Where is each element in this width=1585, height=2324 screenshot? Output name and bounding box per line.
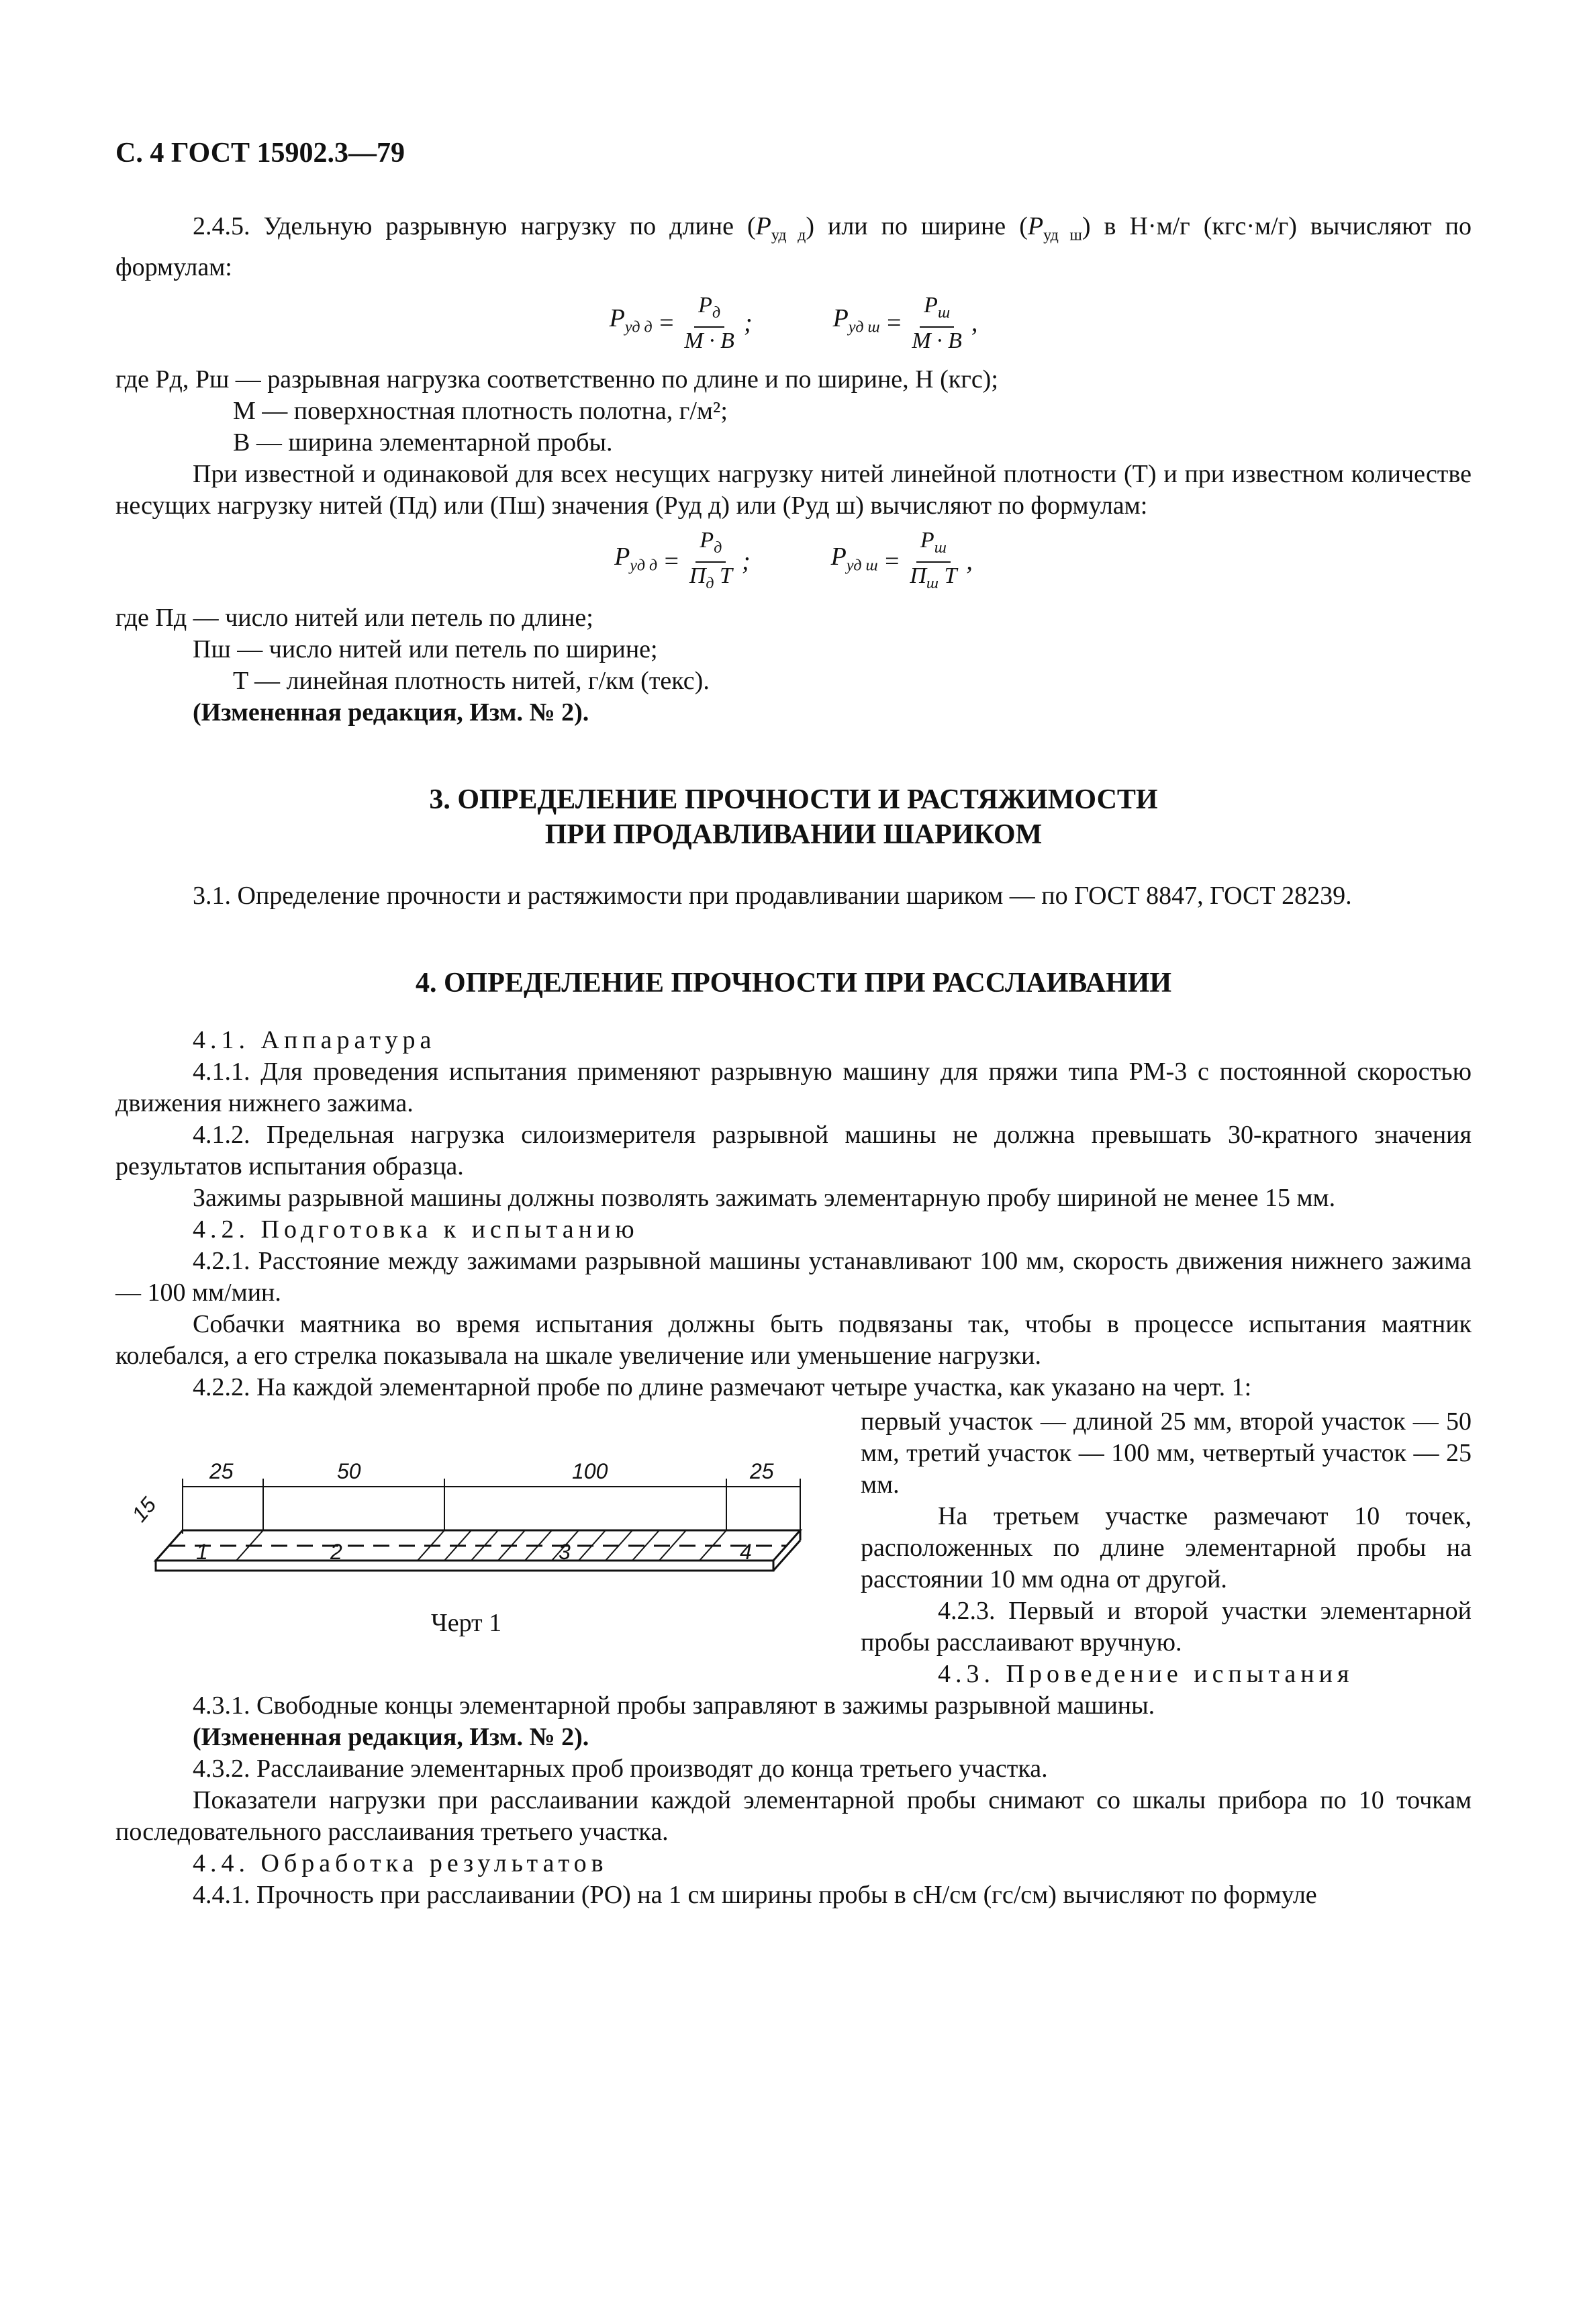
paragraph-2-4-5	[115, 211, 1472, 283]
fraction	[680, 292, 738, 355]
formula-specific-load-threads	[115, 522, 1472, 602]
formula-lhs: P	[614, 543, 630, 571]
denominator-factor: T	[720, 563, 732, 588]
paragraph-4-3-2: 4.3.2. Расслаивание элементарных проб производят до конца третьего участка.	[193, 1754, 1048, 1783]
paragraph-known-density: При известной и одинаковой для всех несущих нагрузку нитей линейной плотности (T) и при известном количестве несущих нагрузку нитей (Пд) или (Пш) значения (Pуд д) или (Pуд ш) вычисляют по формулам:	[115, 459, 1472, 520]
formula-lhs: P	[830, 543, 847, 571]
formula-specific-load	[115, 283, 1472, 364]
page-header: С. 4 ГОСТ 15902.3—79	[115, 138, 405, 169]
zone-divider	[700, 1530, 726, 1561]
amendment-note: (Измененная редакция, Изм. № 2).	[193, 1722, 589, 1751]
denominator-factor: T	[944, 563, 957, 588]
text-segment: ) или по ширине (	[806, 212, 1028, 240]
fraction	[908, 292, 966, 355]
numerator: P	[700, 527, 714, 553]
subscript: ш	[926, 574, 939, 592]
numerator: P	[698, 293, 712, 318]
formula-width: $P_{уд ш}$ = $\frac{P_ш}{П_ш T}$ ,	[831, 527, 973, 597]
formula-lhs: P	[832, 304, 849, 333]
paragraph-4-2-1b: Собачки маятника во время испытания должны быть подвязаны так, чтобы в процессе испытания маятник колебался, а его стрелка показывала на шкале увеличение или уменьшение нагрузки.	[115, 1309, 1472, 1370]
where-line: M — поверхностная плотность полотна, г/м²;	[233, 396, 728, 425]
fraction	[685, 527, 736, 597]
paragraph-4-3-2b: Показатели нагрузки при расслаивании каждой элементарной пробы снимают со шкалы прибора по 10 точкам последовательного расслаивания третьего участка.	[115, 1785, 1472, 1846]
formula-length: $P_{уд д}$ = $\frac{P_д}{П_д T}$ ;	[614, 527, 751, 597]
subsection-4-2: 4.2. Подготовка к испытанию	[193, 1215, 639, 1244]
separator: ;	[743, 309, 753, 338]
zone-label: 4	[740, 1539, 752, 1564]
subscript: уд ш	[846, 557, 878, 575]
separator: ,	[971, 309, 978, 338]
subscript: уд д	[630, 557, 658, 575]
subscript: д	[714, 539, 722, 557]
formula-lhs: P	[609, 304, 625, 333]
section-3-title: 3. ОПРЕДЕЛЕНИЕ ПРОЧНОСТИ И РАСТЯЖИМОСТИ	[429, 784, 1158, 815]
subscript: д	[712, 304, 721, 322]
numerator: P	[924, 293, 938, 318]
paragraph-4-3-1: 4.3.1. Свободные концы элементарной пробы заправляют в зажимы разрывной машины.	[193, 1691, 1155, 1720]
amendment-note: (Измененная редакция, Изм. № 2).	[193, 698, 589, 727]
paragraph-4-1-2b: Зажимы разрывной машины должны позволять зажимать элементарную пробу шириной не менее 15 мм.	[193, 1183, 1336, 1212]
paragraph-4-2-2b: первый участок — длиной 25 мм, второй участок — 50 мм, третий участок — 100 мм, четвертый участок — 25 мм.	[861, 1407, 1472, 1499]
specimen-diagram	[115, 1406, 861, 1608]
dim-label: 100	[572, 1458, 608, 1483]
section-3-title-line2: ПРИ ПРОДАВЛИВАНИИ ШАРИКОМ	[544, 819, 1043, 850]
subscript: ш	[934, 539, 947, 557]
paragraph-3-1: 3.1. Определение прочности и растяжимости при продавливании шариком — по ГОСТ 8847, ГОСТ 28239.	[193, 881, 1352, 910]
paragraph-4-2-1: 4.2.1. Расстояние между зажимами разрывной машины устанавливают 100 мм, скорость движения нижнего зажима — 100 мм/мин.	[115, 1246, 1472, 1307]
symbol: P	[755, 212, 771, 240]
section-4-title: 4. ОПРЕДЕЛЕНИЕ ПРОЧНОСТИ ПРИ РАССЛАИВАНИИ	[415, 967, 1172, 998]
paragraph-4-1-2: 4.1.2. Предельная нагрузка силоизмерителя разрывной машины не должна превышать 30-кратного значения результатов испытания образца.	[115, 1120, 1472, 1180]
subsection-4-4: 4.4. Обработка результатов	[193, 1849, 608, 1877]
where-line: где Пд — число нитей или петель по длине;	[115, 603, 593, 632]
subscript: уд ш	[1043, 226, 1082, 244]
text-segment: ) в Н·м/г (кгс·м/г) вычисляют по формулам:	[115, 212, 1472, 281]
subscript: д	[706, 574, 714, 592]
figure-caption: Черт 1	[431, 1608, 502, 1637]
symbol: P	[1027, 212, 1044, 240]
formula-width: $P_{уд ш}$ = $\frac{P_ш}{M \cdot B}$ ,	[832, 293, 978, 353]
text-segment: 2.4.5. Удельную разрывную нагрузку по длине (	[193, 212, 756, 240]
subscript: ш	[937, 304, 951, 322]
subsection-4-1: 4.1. Аппаратура	[193, 1025, 436, 1054]
where-line: Пш — число нитей или петель по ширине;	[193, 635, 658, 663]
formula-length: $P_{уд д}$ = $\frac{P_д}{M \cdot B}$ ;	[609, 293, 753, 353]
figure-1	[115, 1406, 861, 1648]
paragraph-4-2-2c: На третьем участке размечают 10 точек, расположенных по длине элементарной пробы на расстоянии 10 мм одна от другой.	[861, 1501, 1472, 1593]
subscript: уд д	[771, 226, 806, 244]
fraction	[906, 527, 961, 597]
zone-label: 1	[196, 1539, 208, 1564]
dim-label: 50	[337, 1458, 361, 1483]
denominator: П	[910, 563, 926, 588]
numerator: P	[920, 527, 934, 553]
where-line: B — ширина элементарной пробы.	[233, 428, 613, 457]
denominator: M · B	[684, 328, 734, 353]
zone-label: 2	[330, 1539, 342, 1564]
document-page	[115, 138, 1472, 1911]
denominator: П	[689, 563, 706, 588]
paragraph-4-1-1: 4.1.1. Для проведения испытания применяют разрывную машину для пряжи типа РМ-3 с постоянной скоростью движения нижнего зажима.	[115, 1057, 1472, 1117]
zone-label: 3	[559, 1539, 571, 1564]
width-label: 15	[126, 1492, 161, 1526]
subsection-4-3: 4.3. Проведение испытания	[938, 1659, 1354, 1688]
figure-block	[115, 1406, 1472, 1690]
paragraph-4-2-2: 4.2.2. На каждой элементарной пробе по длине размечают четыре участка, как указано на черт. 1:	[193, 1373, 1252, 1401]
separator: ,	[966, 547, 973, 576]
figure-side-text	[861, 1406, 1472, 1690]
specimen-front-face	[156, 1561, 773, 1571]
subscript: уд ш	[848, 318, 880, 336]
zone-divider	[418, 1530, 444, 1561]
paragraph-4-2-3: 4.2.3. Первый и второй участки элементарной пробы расслаивают вручную.	[861, 1596, 1472, 1657]
where-line: T — линейная плотность нитей, г/км (текс).	[233, 666, 710, 695]
dim-label: 25	[209, 1458, 234, 1483]
separator: ;	[741, 547, 751, 576]
subscript: уд д	[624, 318, 653, 336]
where-line: где Pд, Pш — разрывная нагрузка соответственно по длине и по ширине, Н (кгс);	[115, 365, 998, 393]
denominator: M · B	[912, 328, 962, 353]
dim-label: 25	[750, 1458, 774, 1483]
paragraph-4-4-1: 4.4.1. Прочность при расслаивании (PO) на 1 см ширины пробы в сН/см (гс/см) вычисляют по формуле	[193, 1880, 1317, 1909]
